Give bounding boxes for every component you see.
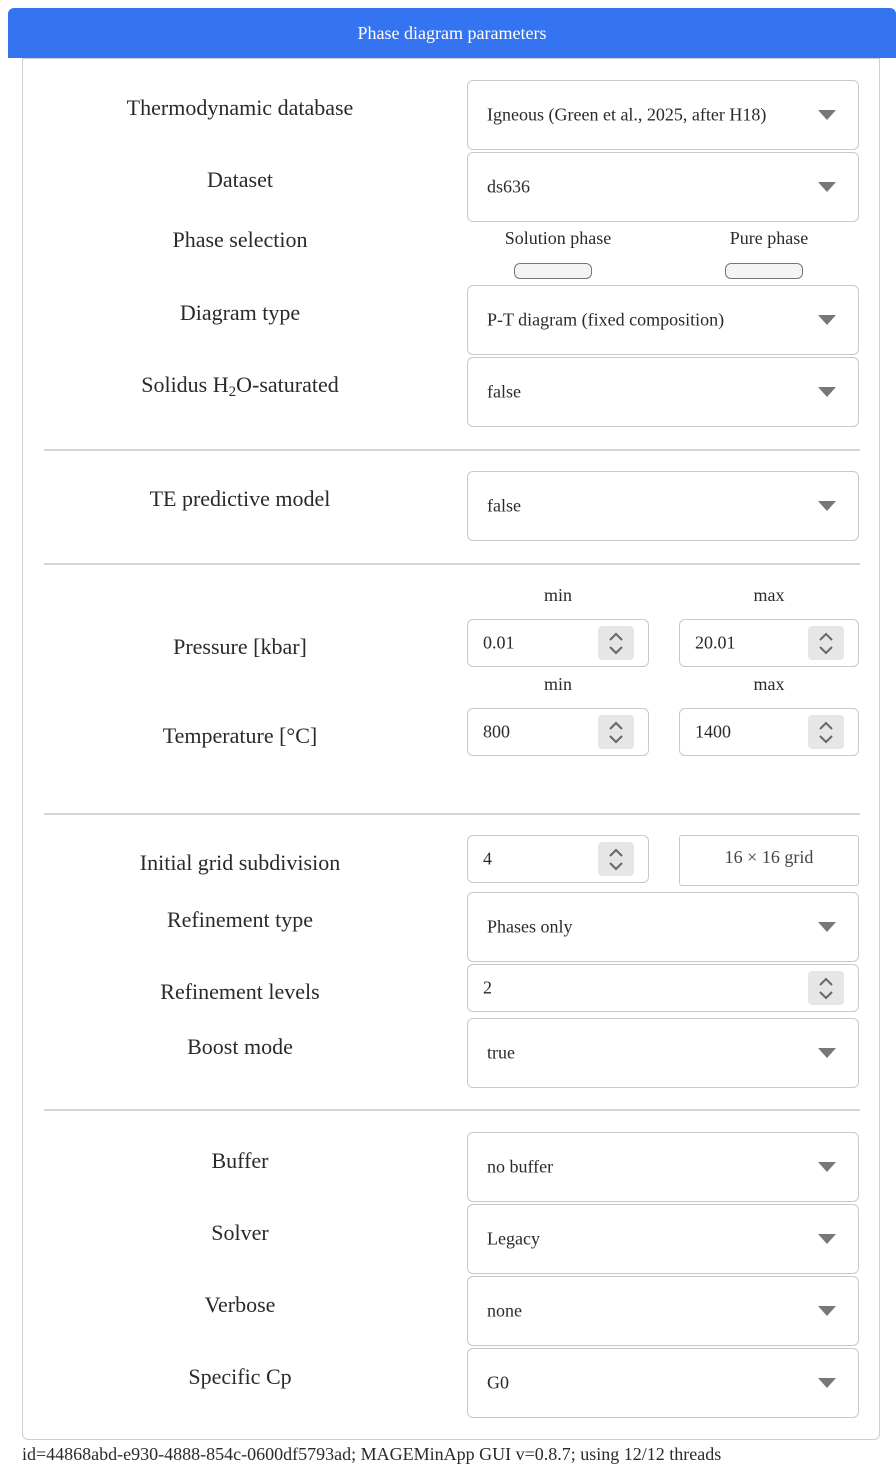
solver-value: Legacy [487,1228,540,1249]
refinement-type-dropdown[interactable] [467,892,859,962]
te-model-label: TE predictive model [149,486,331,511]
specific-cp-label: Specific Cp [188,1364,292,1389]
status-footer: id=44868abd-e930-4888-854c-0600df5793ad; MAGEMinApp GUI v=0.8.7; using 12/12 threads [22,1444,722,1464]
caret-down-icon [818,1234,836,1244]
chevron-up-down-icon[interactable] [598,715,634,749]
temperature-label: Temperature [°C] [162,723,318,748]
caret-down-icon [818,501,836,511]
specific-cp-dropdown[interactable] [467,1348,859,1418]
grid-subdivision-input[interactable]: 4 [467,835,649,883]
chevron-up-down-icon[interactable] [808,971,844,1005]
chevron-up-down-icon[interactable] [808,715,844,749]
solidus-value: false [487,381,521,402]
thermo-db-dropdown[interactable] [467,80,859,150]
thermo-db-label: Thermodynamic database [126,95,354,120]
verbose-value: none [487,1300,522,1321]
temperature-max-input[interactable]: 1400 [679,708,859,756]
solution-phase-toggle[interactable] [514,263,592,279]
pressure-max-input[interactable]: 20.01 [679,619,859,667]
divider [44,1109,860,1111]
panel-title: Phase diagram parameters [357,22,547,43]
pure-phase-label: Pure phase [729,228,809,248]
pressure-label: Pressure [kbar] [173,634,307,659]
caret-down-icon [818,1378,836,1388]
chevron-up-down-icon[interactable] [808,626,844,660]
temperature-max-label: max [753,674,785,694]
solver-label: Solver [211,1220,269,1245]
boost-mode-label: Boost mode [187,1034,293,1059]
thermo-db-value: Igneous (Green et al., 2025, after H18) [487,104,767,125]
solidus-dropdown[interactable] [467,357,859,427]
diagram-type-label: Diagram type [179,300,301,325]
pressure-min-label: min [543,585,572,605]
specific-cp-value: G0 [487,1372,509,1393]
boost-mode-dropdown[interactable] [467,1018,859,1088]
temperature-min-input[interactable]: 800 [467,708,649,756]
divider [44,449,860,451]
refinement-levels-input[interactable]: 2 [467,964,859,1012]
boost-mode-value: true [487,1042,515,1063]
panel-header [8,8,896,58]
caret-down-icon [818,387,836,397]
diagram-type-value: P-T diagram (fixed composition) [487,309,725,330]
divider [44,563,860,565]
pure-phase-toggle[interactable] [725,263,803,279]
verbose-label: Verbose [204,1292,276,1317]
caret-down-icon [818,922,836,932]
buffer-value: no buffer [487,1156,554,1177]
dataset-dropdown[interactable] [467,152,859,222]
dataset-label: Dataset [207,167,273,192]
verbose-dropdown[interactable] [467,1276,859,1346]
refinement-levels-label: Refinement levels [160,979,320,1004]
caret-down-icon [818,1162,836,1172]
diagram-type-dropdown[interactable] [467,285,859,355]
te-model-dropdown[interactable] [467,471,859,541]
temperature-min-label: min [543,674,572,694]
phase-selection-label: Phase selection [172,227,308,252]
caret-down-icon [818,182,836,192]
te-model-value: false [487,495,521,516]
divider [44,813,860,815]
grid-label: Initial grid subdivision [139,850,341,875]
grid-size-display: 16 × 16 grid [679,835,859,886]
dataset-value: ds636 [487,176,531,197]
caret-down-icon [818,1048,836,1058]
refinement-type-label: Refinement type [166,907,313,932]
solver-dropdown[interactable] [467,1204,859,1274]
pressure-min-input[interactable]: 0.01 [467,619,649,667]
solidus-label: Solidus $H_2O$-saturated [141,372,339,400]
pressure-max-label: max [753,585,785,605]
buffer-dropdown[interactable] [467,1132,859,1202]
caret-down-icon [818,315,836,325]
buffer-label: Buffer [211,1148,269,1173]
caret-down-icon [818,1306,836,1316]
caret-down-icon [818,110,836,120]
solution-phase-label: Solution phase [504,228,612,248]
chevron-up-down-icon[interactable] [598,626,634,660]
chevron-up-down-icon[interactable] [598,842,634,876]
refinement-type-value: Phases only [487,916,573,937]
